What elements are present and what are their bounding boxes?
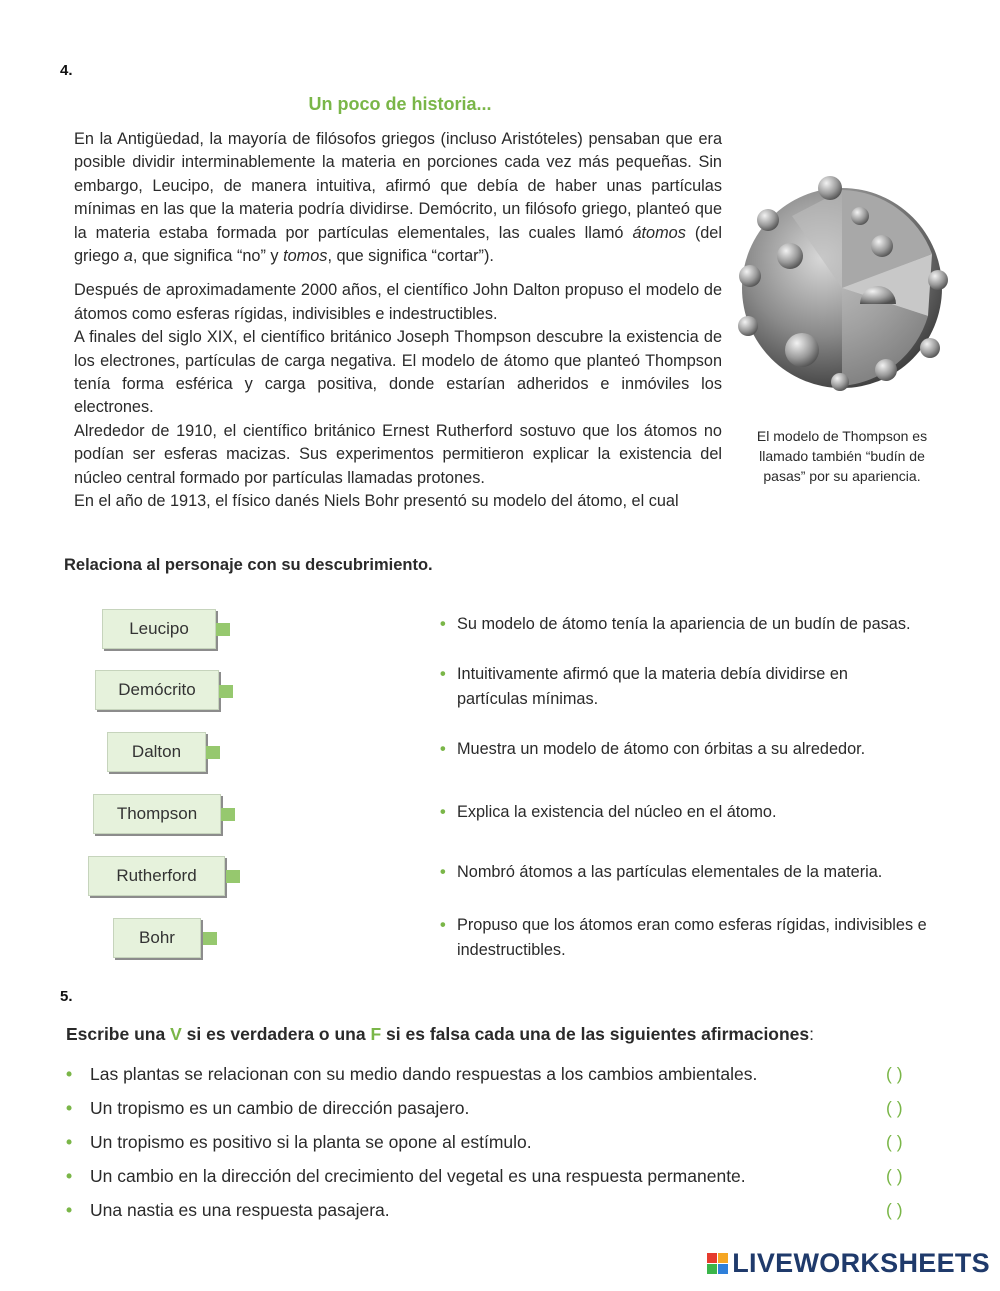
history-paragraph-5: En el año de 1913, el físico danés Niels Bohr presentó su modelo del átomo, el cual	[74, 492, 679, 511]
liveworksheets-logo	[707, 1248, 990, 1279]
liveworksheets-logo-icon	[707, 1253, 728, 1274]
name-box-bohr: Bohr	[113, 918, 201, 958]
history-text	[74, 128, 722, 514]
history-title: Un poco de historia...	[308, 94, 492, 114]
match-handle-bohr[interactable]	[203, 932, 217, 945]
description-1[interactable]: • Su modelo de átomo tenía la apariencia de un budín de pasas.	[440, 612, 960, 637]
match-handle-dalton[interactable]	[206, 746, 220, 759]
bullet: •	[440, 615, 446, 633]
history-paragraph-2: Después de aproximadamente 2000 años, el científico John Dalton propuso el modelo de átomos como esferas rígidas, indivisibles e indestructibles.	[74, 281, 722, 323]
bullet: •	[66, 1064, 73, 1084]
name-box-leucipo: Leucipo	[102, 609, 216, 649]
bullet: •	[440, 740, 446, 758]
name-box-dalton: Dalton	[107, 732, 206, 772]
match-handle-leucipo[interactable]	[216, 623, 230, 636]
description-4[interactable]: • Explica la existencia del núcleo en el átomo.	[440, 800, 960, 825]
statement-row-5: • Una nastia es una respuesta pasajera. ( )	[66, 1200, 903, 1220]
answer-field-5[interactable]: ( )	[886, 1200, 903, 1220]
description-6[interactable]: • Propuso que los átomos eran como esferas rígidas, indivisibles e indestructibles.	[440, 913, 960, 963]
description-2[interactable]: • Intuitivamente afirmó que la materia debía dividirse en partículas mínimas.	[440, 662, 960, 712]
liveworksheets-wordmark: LIVEWORKSHEETS	[732, 1248, 990, 1278]
bullet: •	[440, 665, 446, 683]
bullet: •	[66, 1200, 73, 1220]
match-handle-rutherford[interactable]	[226, 870, 240, 883]
statement-row-3: • Un tropismo es positivo si la planta se opone al estímulo. ( )	[66, 1132, 903, 1152]
atom-caption: El modelo de Thompson es llamado también “budín de pasas” por su apariencia.	[756, 428, 928, 484]
bullet: •	[66, 1166, 73, 1186]
answer-field-3[interactable]: ( )	[886, 1132, 903, 1152]
match-handle-thompson[interactable]	[221, 808, 235, 821]
match-handle-democrito[interactable]	[219, 685, 233, 698]
answer-field-1[interactable]: ( )	[886, 1064, 903, 1084]
question-number-5: 5.	[60, 988, 73, 1005]
bullet: •	[440, 803, 446, 821]
history-paragraph-3: A finales del siglo XIX, el científico británico Joseph Thompson descubre la existencia de los electrones, partículas de carga negativa. El modelo de átomo que planteó Thompson tenía forma esférica y carga positiva, donde estarían adheridos e inmóviles los electrones.	[74, 328, 722, 417]
answer-field-2[interactable]: ( )	[886, 1098, 903, 1118]
true-false-instructions: Escribe una V si es verdadera o una F si es falsa cada una de las siguientes afirmaciones:	[66, 1024, 815, 1044]
description-3[interactable]: • Muestra un modelo de átomo con órbitas a su alrededor.	[440, 737, 960, 762]
name-box-thompson: Thompson	[93, 794, 221, 834]
bullet: •	[66, 1132, 73, 1152]
bullet: •	[66, 1098, 73, 1118]
bullet: •	[440, 916, 446, 934]
history-paragraph-1: En la Antigüedad, la mayoría de filósofos griegos (incluso Aristóteles) pensaban que era posible dividir interminablemente la materia en porciones cada vez más pequeñas. Sin embargo, Leucipo, de manera intuitiva, afirmó que debía de haber unas partículas mínimas en las que la materia podría dividirse. Demócrito, un filósofo griego, planteó que la materia estaba formada por partículas elementales, las cuales llamó átomos (del griego a, que significa “no” y tomos, que significa “cortar”).	[74, 130, 722, 266]
statement-row-2: • Un tropismo es un cambio de dirección pasajero. ( )	[66, 1098, 903, 1118]
name-box-rutherford: Rutherford	[88, 856, 225, 896]
description-5[interactable]: • Nombró átomos a las partículas elementales de la materia.	[440, 860, 960, 885]
matching-instructions: Relaciona al personaje con su descubrimiento.	[64, 556, 433, 574]
history-paragraph-4: Alrededor de 1910, el científico británico Ernest Rutherford sostuvo que los átomos no podían ser esferas macizas. Sus experimentos permitieron explicar la existencia del núcleo central formado por partículas llamadas protones.	[74, 421, 722, 487]
statement-row-4: • Un cambio en la dirección del crecimiento del vegetal es una respuesta permanente. ( )	[66, 1166, 903, 1186]
thompson-atom-illustration	[732, 176, 952, 396]
name-box-democrito: Demócrito	[95, 670, 219, 710]
question-number-4: 4.	[60, 62, 73, 79]
statement-row-1: • Las plantas se relacionan con su medio dando respuestas a los cambios ambientales. ( )	[66, 1064, 903, 1084]
bullet: •	[440, 863, 446, 881]
answer-field-4[interactable]: ( )	[886, 1166, 903, 1186]
